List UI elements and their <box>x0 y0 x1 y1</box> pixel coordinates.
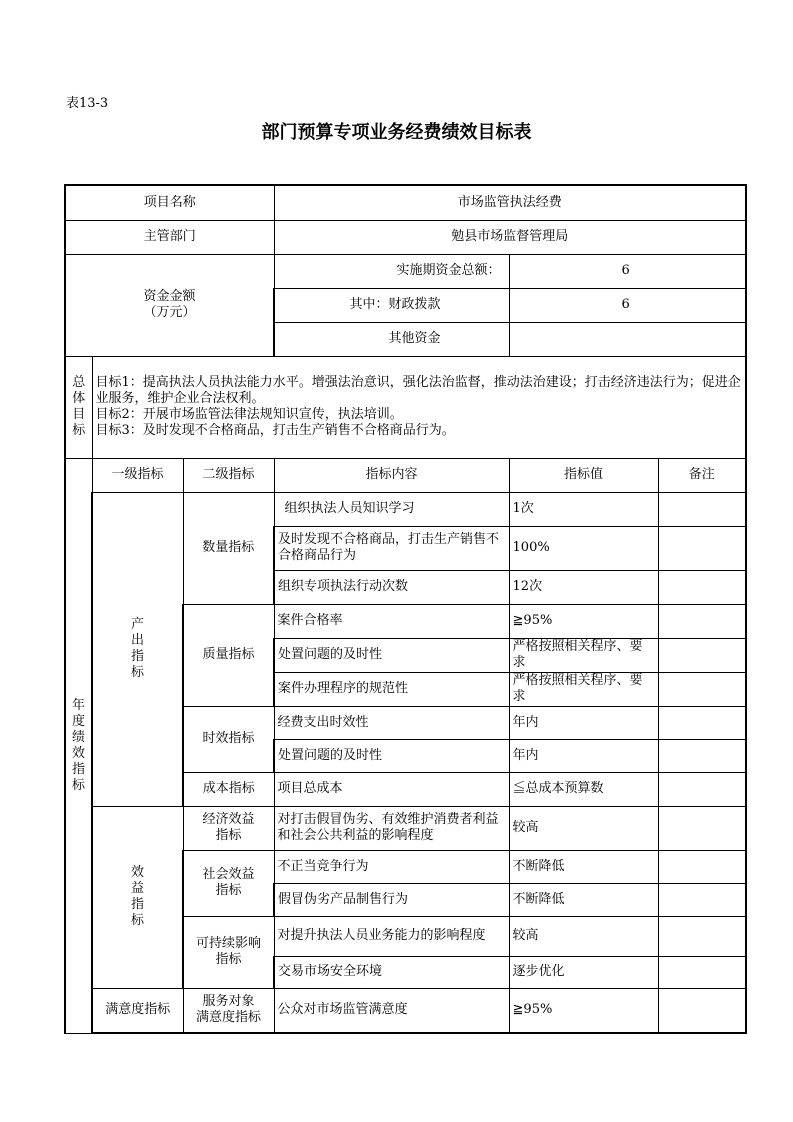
indicator-remark <box>658 739 746 772</box>
funds-label-line1: 资金金额 <box>143 289 196 304</box>
indicator-content: 对打击假冒伪劣、有效维护消费者利益和社会公共利益的影响程度 <box>274 806 509 850</box>
header-content: 指标内容 <box>274 458 509 492</box>
indicator-content: 公众对市场监管满意度 <box>274 988 509 1033</box>
social-benefit-label: 社会效益 指标 <box>183 850 274 916</box>
dept-value: 勉县市场监督管理局 <box>274 220 746 254</box>
satisfaction-label: 满意度指标 <box>92 988 183 1033</box>
quantity-label: 数量指标 <box>183 492 274 604</box>
project-name-value: 市场监管执法经费 <box>274 185 746 220</box>
goal-3: 目标3：及时发现不合格商品，打击生产销售不合格商品行为。 <box>95 423 455 438</box>
indicator-value: 不断降低 <box>509 883 658 916</box>
indicator-value: 年内 <box>509 706 658 739</box>
indicator-value: 逐步优化 <box>509 956 658 988</box>
funds-label <box>65 254 274 356</box>
header-value: 指标值 <box>509 458 658 492</box>
indicator-content: 组织执法人员知识学习 <box>274 492 509 526</box>
indicator-content: 对提升执法人员业务能力的影响程度 <box>274 916 509 956</box>
indicator-value: ≧95% <box>509 988 658 1033</box>
goal-2: 目标2：开展市场监管法律法规知识宣传，执法培训。 <box>95 407 403 422</box>
indicator-content: 及时发现不合格商品，打击生产销售不合格商品行为 <box>274 526 509 570</box>
indicator-remark <box>658 806 746 850</box>
goal-1: 目标1：提高执法人员执法能力水平。增强法治意识，强化法治监督，推动法治建设；打击经济违法行为；促进企业服务，维护企业合法权利。 <box>95 375 741 406</box>
indicator-remark <box>658 706 746 739</box>
project-name-label: 项目名称 <box>65 185 274 220</box>
indicator-value: 12次 <box>509 570 658 604</box>
indicator-value: 较高 <box>509 916 658 956</box>
indicator-remark <box>658 570 746 604</box>
annual-indicator-label: 年 度 绩 效 指 标 <box>65 458 92 1033</box>
funds-total-value: 6 <box>509 254 746 288</box>
page-title: 部门预算专项业务经费绩效目标表 <box>261 122 532 143</box>
indicator-value: ≧95% <box>509 604 658 638</box>
performance-table <box>64 184 747 1034</box>
indicator-value: 不断降低 <box>509 850 658 883</box>
indicator-content: 案件办理程序的规范性 <box>274 672 509 706</box>
indicator-value: 100% <box>509 526 658 570</box>
indicator-value: 严格按照相关程序、要求 <box>509 672 658 706</box>
overall-goal-text <box>92 356 746 458</box>
indicator-remark <box>658 850 746 883</box>
funds-other-value <box>509 322 746 356</box>
indicator-content: 处置问题的及时性 <box>274 739 509 772</box>
overall-goal-label: 总 体 目 标 <box>65 356 92 458</box>
indicator-value: 年内 <box>509 739 658 772</box>
header-remark: 备注 <box>658 458 746 492</box>
indicator-content: 不正当竞争行为 <box>274 850 509 883</box>
indicator-remark <box>658 988 746 1033</box>
indicator-content: 组织专项执法行动次数 <box>274 570 509 604</box>
indicator-value: 严格按照相关程序、要求 <box>509 638 658 672</box>
funds-total-label: 实施期资金总额： <box>274 254 509 288</box>
output-indicator-label: 产 出 指 标 <box>92 492 183 806</box>
indicator-remark <box>658 492 746 526</box>
service-satisfaction-label: 服务对象 满意度指标 <box>183 988 274 1033</box>
funds-fiscal-label: 其中：财政拨款 <box>274 288 509 322</box>
table-number: 表13-3 <box>66 96 109 111</box>
timeliness-label: 时效指标 <box>183 706 274 772</box>
indicator-value: 较高 <box>509 806 658 850</box>
header-level2: 二级指标 <box>183 458 274 492</box>
indicator-content: 假冒伪劣产品制售行为 <box>274 883 509 916</box>
sustainable-impact-label: 可持续影响 指标 <box>183 916 274 988</box>
indicator-remark <box>658 916 746 956</box>
indicator-remark <box>658 604 746 638</box>
indicator-remark <box>658 638 746 672</box>
indicator-value: 1次 <box>509 492 658 526</box>
indicator-content: 经费支出时效性 <box>274 706 509 739</box>
indicator-content: 项目总成本 <box>274 772 509 806</box>
funds-fiscal-value: 6 <box>509 288 746 322</box>
indicator-remark <box>658 772 746 806</box>
funds-label-line2: （万元） <box>143 305 196 320</box>
indicator-content: 交易市场安全环境 <box>274 956 509 988</box>
indicator-remark <box>658 956 746 988</box>
indicator-remark <box>658 672 746 706</box>
benefit-indicator-label: 效 益 指 标 <box>92 806 183 988</box>
cost-label: 成本指标 <box>183 772 274 806</box>
quality-label: 质量指标 <box>183 604 274 706</box>
indicator-value: ≦总成本预算数 <box>509 772 658 806</box>
dept-label: 主管部门 <box>65 220 274 254</box>
header-level1: 一级指标 <box>92 458 183 492</box>
funds-other-label: 其他资金 <box>274 322 509 356</box>
economic-benefit-label: 经济效益 指标 <box>183 806 274 850</box>
indicator-content: 处置问题的及时性 <box>274 638 509 672</box>
indicator-remark <box>658 526 746 570</box>
indicator-content: 案件合格率 <box>274 604 509 638</box>
indicator-remark <box>658 883 746 916</box>
